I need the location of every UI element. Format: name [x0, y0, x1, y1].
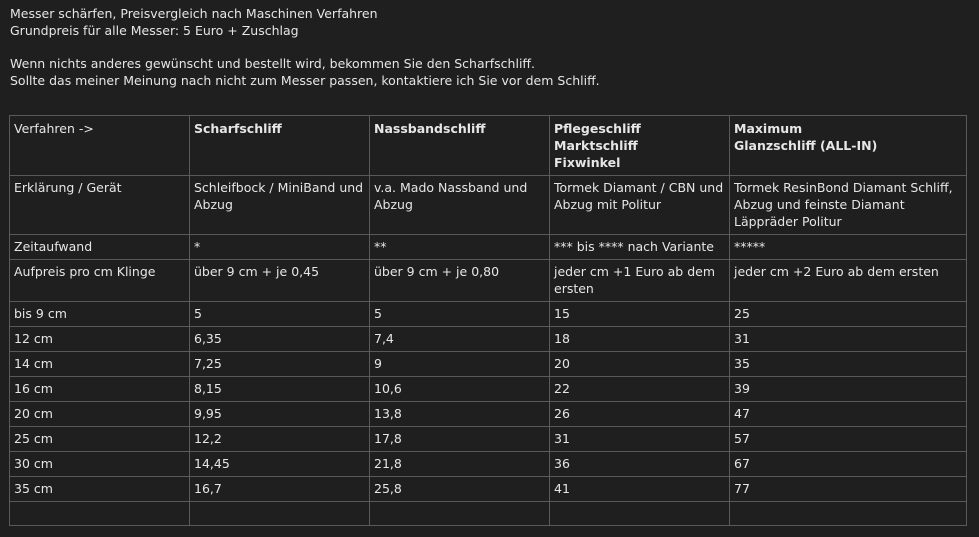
- price-cell: 14,45: [190, 452, 370, 477]
- price-cell: 20: [550, 352, 730, 377]
- length-cell: 20 cm: [10, 402, 190, 427]
- empty-cell: [550, 502, 730, 526]
- price-cell: 22: [550, 377, 730, 402]
- price-cell: 10,6: [370, 377, 550, 402]
- explanation-cell: [370, 176, 550, 235]
- intro-contact-note: Sollte das meiner Meinung nach nicht zum Messer passen, kontaktiere ich Sie vor dem Schliff.: [10, 73, 600, 88]
- surcharge-row: [10, 260, 967, 302]
- intro-title: Messer schärfen, Preisvergleich nach Maschinen Verfahren: [10, 6, 378, 21]
- header-pflegeschliff-line: Pflegeschliff: [554, 121, 641, 136]
- time-row: [10, 235, 967, 260]
- explanation-line: Abzug mit Politur: [554, 197, 662, 212]
- price-cell: 7,4: [370, 327, 550, 352]
- price-cell: 77: [730, 477, 967, 502]
- intro-default-note: Wenn nichts anderes gewünscht und bestellt wird, bekommen Sie den Scharfschliff.: [10, 56, 535, 71]
- length-cell: 14 cm: [10, 352, 190, 377]
- surcharge-label: Aufpreis pro cm Klinge: [10, 260, 190, 302]
- explanation-row: [10, 176, 967, 235]
- price-cell: 15: [550, 302, 730, 327]
- explanation-line: Abzug und feinste Diamant: [734, 197, 905, 212]
- surcharge-line: ersten: [554, 281, 594, 296]
- price-cell: 9: [370, 352, 550, 377]
- price-cell: 47: [730, 402, 967, 427]
- price-cell: 31: [550, 427, 730, 452]
- intro-text: [10, 5, 970, 89]
- table-row: [10, 477, 967, 502]
- time-label: Zeitaufwand: [10, 235, 190, 260]
- price-cell: 12,2: [190, 427, 370, 452]
- explanation-label: Erklärung / Gerät: [10, 176, 190, 235]
- price-cell: 67: [730, 452, 967, 477]
- empty-cell: [370, 502, 550, 526]
- price-cell: 16,7: [190, 477, 370, 502]
- time-cell: *: [190, 235, 370, 260]
- price-cell: 39: [730, 377, 967, 402]
- price-cell: 21,8: [370, 452, 550, 477]
- price-cell: 13,8: [370, 402, 550, 427]
- header-pflegeschliff-line: Marktschliff: [554, 138, 638, 153]
- price-cell: 36: [550, 452, 730, 477]
- price-cell: 5: [190, 302, 370, 327]
- price-cell: 25: [730, 302, 967, 327]
- price-cell: 6,35: [190, 327, 370, 352]
- table-row: [10, 452, 967, 477]
- price-cell: 41: [550, 477, 730, 502]
- time-cell: *****: [730, 235, 967, 260]
- intro-spacer: [10, 39, 970, 55]
- table-header-row: [10, 116, 967, 176]
- price-cell: 5: [370, 302, 550, 327]
- header-pflegeschliff-line: Fixwinkel: [554, 155, 621, 170]
- explanation-line: v.a. Mado Nassband und: [374, 180, 528, 195]
- header-maximum-line: Glanzschliff (ALL-IN): [734, 138, 878, 153]
- length-cell: 12 cm: [10, 327, 190, 352]
- price-cell: 57: [730, 427, 967, 452]
- header-nassbandschliff: Nassbandschliff: [370, 116, 550, 176]
- price-cell: 9,95: [190, 402, 370, 427]
- length-cell: 35 cm: [10, 477, 190, 502]
- table-row: [10, 302, 967, 327]
- price-cell: 8,15: [190, 377, 370, 402]
- explanation-line: Tormek Diamant / CBN und: [554, 180, 724, 195]
- header-scharfschliff: Scharfschliff: [190, 116, 370, 176]
- explanation-line: Läppräder Politur: [734, 214, 842, 229]
- length-cell: 30 cm: [10, 452, 190, 477]
- intro-base-price: Grundpreis für alle Messer: 5 Euro + Zuschlag: [10, 23, 299, 38]
- table-row: [10, 402, 967, 427]
- price-cell: 26: [550, 402, 730, 427]
- empty-cell: [10, 502, 190, 526]
- surcharge-cell: über 9 cm + je 0,80: [370, 260, 550, 302]
- surcharge-cell: jeder cm +2 Euro ab dem ersten: [730, 260, 967, 302]
- empty-cell: [730, 502, 967, 526]
- empty-row: [10, 502, 967, 526]
- header-maximum-line: Maximum: [734, 121, 803, 136]
- table-row: [10, 327, 967, 352]
- table-row: [10, 352, 967, 377]
- price-cell: 31: [730, 327, 967, 352]
- explanation-line: Abzug: [194, 197, 233, 212]
- explanation-cell: [550, 176, 730, 235]
- explanation-line: Schleifbock / MiniBand und: [194, 180, 364, 195]
- time-cell: *** bis **** nach Variante: [550, 235, 730, 260]
- surcharge-cell: [550, 260, 730, 302]
- surcharge-line: jeder cm +1 Euro ab dem: [554, 264, 715, 279]
- price-cell: 17,8: [370, 427, 550, 452]
- table-row: [10, 427, 967, 452]
- price-cell: 25,8: [370, 477, 550, 502]
- length-cell: 16 cm: [10, 377, 190, 402]
- price-cell: 18: [550, 327, 730, 352]
- explanation-cell: [730, 176, 967, 235]
- header-maximum: [730, 116, 967, 176]
- price-table: [9, 115, 967, 526]
- surcharge-cell: über 9 cm + je 0,45: [190, 260, 370, 302]
- explanation-cell: [190, 176, 370, 235]
- price-cell: 35: [730, 352, 967, 377]
- price-cell: 7,25: [190, 352, 370, 377]
- explanation-line: Abzug: [374, 197, 413, 212]
- time-cell: **: [370, 235, 550, 260]
- header-label-cell: Verfahren ->: [10, 116, 190, 176]
- empty-cell: [190, 502, 370, 526]
- header-pflegeschliff: [550, 116, 730, 176]
- length-cell: 25 cm: [10, 427, 190, 452]
- table-row: [10, 377, 967, 402]
- explanation-line: Tormek ResinBond Diamant Schliff,: [734, 180, 953, 195]
- length-cell: bis 9 cm: [10, 302, 190, 327]
